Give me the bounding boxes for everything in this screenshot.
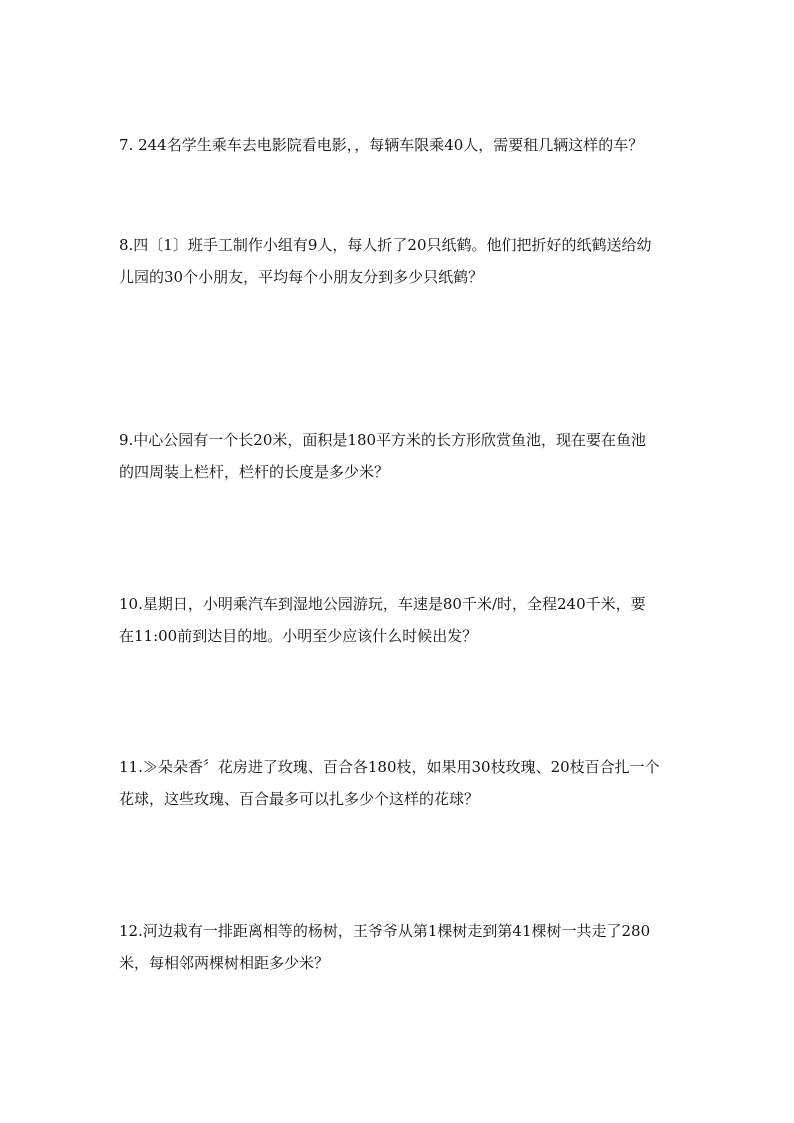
question-12-line-1: 12.河边栽有一排距离相等的杨树，王爷爷从第1棵树走到第41棵树一共走了280 — [119, 922, 651, 940]
question-10 — [119, 588, 689, 652]
question-12-line-2: 米，每相邻两棵树相距多少米？ — [119, 954, 330, 972]
question-10-line-1: 10.星期日，小明乘汽车到湿地公园游玩，车速是80千米/时，全程240千米，要 — [119, 595, 646, 613]
question-7 — [119, 129, 689, 161]
question-8-line-2: 儿园的30个小朋友，平均每个小朋友分到多少只纸鹤？ — [119, 268, 484, 286]
question-9 — [119, 424, 689, 488]
question-11 — [119, 751, 689, 815]
question-8 — [119, 229, 689, 293]
question-9-line-1: 9.中心公园有一个长20米，面积是180平方米的长方形欣赏鱼池，现在要在鱼池 — [119, 431, 647, 449]
question-8-line-1: 8.四〔1〕班手工制作小组有9人，每人折了20只纸鹤。他们把折好的纸鹤送给幼 — [119, 236, 652, 254]
question-9-line-2: 的四周装上栏杆，栏杆的长度是多少米？ — [119, 463, 390, 481]
question-11-line-1: 11.≫朵朵香〞花房进了玫瑰、百合各180枝，如果用30枝玫瑰、20枝百合扎一个 — [119, 758, 660, 776]
question-7-line-1: 7. 244名学生乘车去电影院看电影，，每辆车限乘40人，需要租几辆这样的车？ — [119, 136, 644, 154]
question-10-line-2: 在11:00前到达目的地。小明至少应该什么时候出发？ — [119, 627, 478, 645]
question-12 — [119, 915, 689, 979]
question-11-line-2: 花球，这些玫瑰、百合最多可以扎多少个这样的花球？ — [119, 790, 480, 808]
